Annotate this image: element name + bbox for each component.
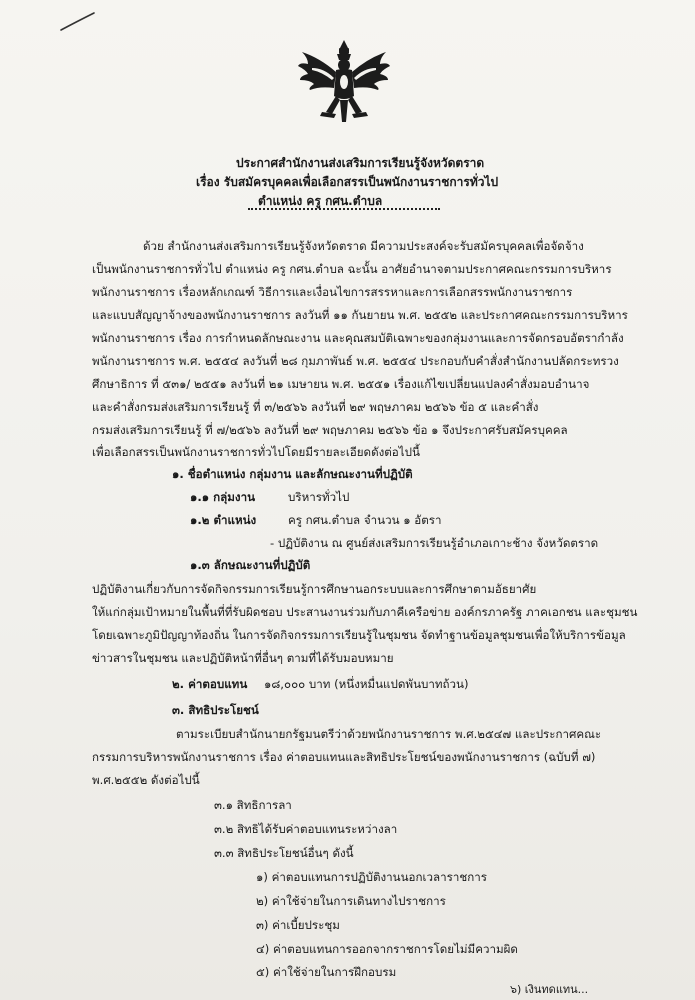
compensation-value: ๑๘,๐๐๐ บาท (หนึ่งหมื่นแปดพันบาทถ้วน) bbox=[264, 677, 469, 691]
garuda-emblem-icon bbox=[296, 38, 392, 126]
benefit-item: ๔) ค่าตอบแทนการออกจากราชการโดยไม่มีความผิด bbox=[256, 942, 518, 956]
intro-line: พนักงานราชการ พ.ศ. ๒๕๕๔ ลงวันที่ ๒๘ กุมภาพันธ์ พ.ศ. ๒๕๕๔ ประกอบกับคำสั่งสำนักงานปลัดกระทรวง bbox=[92, 354, 619, 368]
benefits-line: กรรมการบริหารพนักงานราชการ เรื่อง ค่าตอบแทนและสิทธิประโยชน์ของพนักงานราชการ (ฉบับที่ ๗) bbox=[92, 750, 596, 764]
position-value: ครู กศน.ตำบล จำนวน ๑ อัตรา bbox=[288, 513, 442, 527]
benefit-item: ๑) ค่าตอบแทนการปฏิบัติงานนอกเวลาราชการ bbox=[256, 870, 487, 884]
announcement-position: ตำแหน่ง ครู กศน.ตำบล bbox=[258, 194, 383, 208]
announcement-subject: เรื่อง รับสมัครบุคคลเพื่อเลือกสรรเป็นพนักงานราชการทั่วไป bbox=[196, 175, 499, 189]
intro-line: พนักงานราชการ เรื่องหลักเกณฑ์ วิธีการและเงื่อนไขการสรรหาและการเลือกสรรพนักงานราชการ bbox=[92, 285, 573, 299]
intro-line: เพื่อเลือกสรรเป็นพนักงานราชการทั่วไปโดยมีรายละเอียดดังต่อไปนี้ bbox=[92, 445, 420, 459]
group-value: บริหารทั่วไป bbox=[288, 490, 350, 504]
intro-line: ศึกษาธิการ ที่ ๕๓๑/ ๒๕๕๑ ลงวันที่ ๒๑ เมษายน พ.ศ. ๒๕๕๑ เรื่องแก้ไขเปลี่ยนแปลงคำสั่งมอบอำนาจ bbox=[92, 377, 590, 391]
benefit-sub-item: ๓.๑ สิทธิการลา bbox=[214, 798, 292, 812]
work-line: ข่าวสารในชุมชน และปฏิบัติหน้าที่อื่นๆ ตามที่ได้รับมอบหมาย bbox=[92, 651, 394, 665]
separator-line bbox=[248, 208, 440, 210]
work-line: ให้แก่กลุ่มเป้าหมายในพื้นที่ที่รับผิดชอบ ประสานงานร่วมกับภาคีเครือข่าย องค์กรภาครัฐ ภาคเอกชน และชุมชน bbox=[92, 605, 638, 619]
work-line: โดยเฉพาะภูมิปัญญาท้องถิ่น ในการจัดกิจกรรมการเรียนรู้ในชุมชน จัดทำฐานข้อมูลชุมชนเพื่อให้บริการข้อมูล bbox=[92, 628, 626, 642]
benefit-item: ๕) ค่าใช้จ่ายในการฝึกอบรม bbox=[256, 965, 397, 979]
intro-line: กรมส่งเสริมการเรียนรู้ ที่ ๗/๒๕๖๖ ลงวันที่ ๒๙ พฤษภาคม ๒๕๖๖ ข้อ ๑ จึงประกาศรับสมัครบุคคล bbox=[92, 423, 568, 437]
work-line: ปฏิบัติงานเกี่ยวกับการจัดกิจกรรมการเรียนรู้การศึกษานอกระบบและการศึกษาตามอัธยาศัย bbox=[92, 582, 537, 596]
section-3-heading: ๓. สิทธิประโยชน์ bbox=[172, 703, 259, 717]
benefit-sub-item: ๓.๒ สิทธิได้รับค่าตอบแทนระหว่างลา bbox=[214, 822, 398, 836]
position-label: ๑.๒ ตำแหน่ง bbox=[190, 513, 257, 527]
continuation-note: ๖) เงินทดแทน... bbox=[510, 983, 589, 996]
benefit-sub-item: ๓.๓ สิทธิประโยชน์อื่นๆ ดังนี้ bbox=[214, 846, 354, 860]
benefit-item: ๓) ค่าเบี้ยประชุม bbox=[256, 918, 340, 932]
intro-line: และแบบสัญญาจ้างของพนักงานราชการ ลงวันที่ ๑๑ กันยายน พ.ศ. ๒๕๕๒ และประกาศคณะกรรมการบริหาร bbox=[92, 308, 628, 322]
pen-mark bbox=[58, 10, 98, 34]
announcement-title: ประกาศสำนักงานส่งเสริมการเรียนรู้จังหวัดตราด bbox=[236, 156, 485, 170]
benefits-line: พ.ศ.๒๕๕๒ ดังต่อไปนี้ bbox=[92, 773, 200, 787]
group-label: ๑.๑ กลุ่มงาน bbox=[190, 490, 256, 504]
intro-line: และคำสั่งกรมส่งเสริมการเรียนรู้ ที่ ๓/๒๕๖๖ ลงวันที่ ๒๙ พฤษภาคม ๒๕๖๖ ข้อ ๕ และคำสั่ง bbox=[92, 400, 539, 414]
benefits-line: ตามระเบียบสำนักนายกรัฐมนตรีว่าด้วยพนักงานราชการ พ.ศ.๒๕๔๗ และประกาศคณะ bbox=[176, 727, 602, 741]
work-description-heading: ๑.๓ ลักษณะงานที่ปฏิบัติ bbox=[190, 558, 311, 572]
work-location: - ปฏิบัติงาน ณ ศูนย์ส่งเสริมการเรียนรู้อำเภอเกาะช้าง จังหวัดตราด bbox=[270, 536, 599, 550]
section-2-heading: ๒. ค่าตอบแทน bbox=[172, 677, 248, 691]
intro-line: เป็นพนักงานราชการทั่วไป ตำแหน่ง ครู กศน.ตำบล ฉะนั้น อาศัยอำนาจตามประกาศคณะกรรมการบริหาร bbox=[92, 262, 612, 276]
intro-line: ด้วย สำนักงานส่งเสริมการเรียนรู้จังหวัดตราด มีความประสงค์จะรับสมัครบุคคลเพื่อจัดจ้าง bbox=[143, 239, 584, 253]
section-1-heading: ๑. ชื่อตำแหน่ง กลุ่มงาน และลักษณะงานที่ปฏิบัติ bbox=[172, 467, 413, 481]
benefit-item: ๒) ค่าใช้จ่ายในการเดินทางไปราชการ bbox=[256, 894, 446, 908]
intro-line: พนักงานราชการ เรื่อง การกำหนดลักษณะงาน และคุณสมบัติเฉพาะของกลุ่มงานและการจัดกรอบอัตรากำลัง bbox=[92, 331, 624, 345]
